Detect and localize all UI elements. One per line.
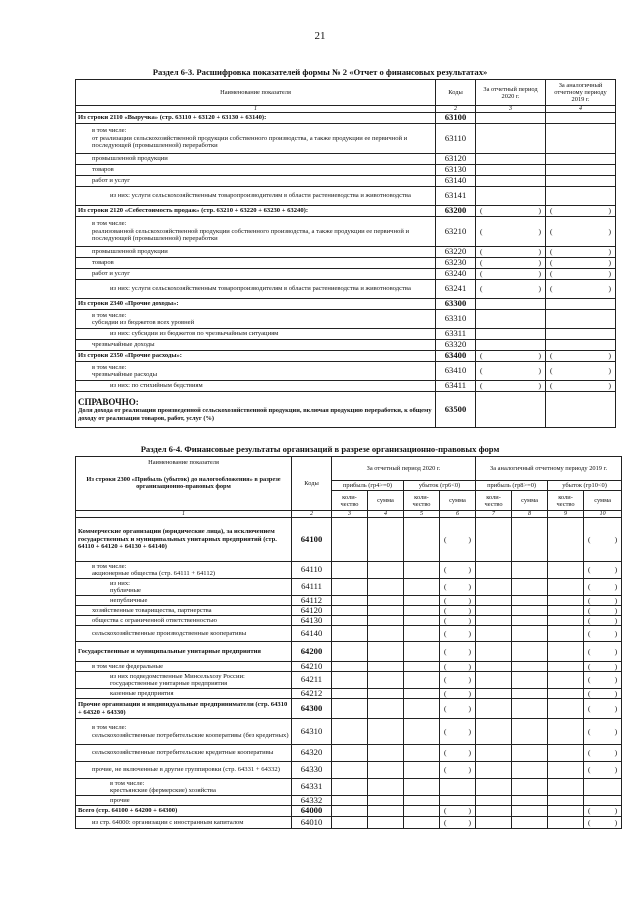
close-paren: ) (538, 351, 541, 361)
table-row (76, 606, 622, 616)
header-current: За отчетный период 2020 г. (476, 80, 546, 106)
table-row (76, 340, 616, 351)
header-qty: коли-чество (404, 491, 440, 511)
row-name: Из строки 2110 «Выручка» (стр. 63110 + 63120 + 63130 + 63140): (76, 113, 436, 124)
row-code: 63210 (436, 217, 476, 247)
table-row (76, 176, 616, 187)
open-paren: ( (444, 675, 447, 685)
table-row (76, 817, 622, 829)
spravochno-text: Доля дохода от реализации произведенной сельскохозяйственной продукции, включая продукцию переработки, к общему доходу от реализации товаров, работ, услуг (%) (78, 406, 432, 422)
table-row (76, 642, 622, 662)
row-code: 63130 (436, 165, 476, 176)
close-paren: ) (614, 675, 618, 685)
row-name: в том числе: акционерные общества (стр. 64111 + 64112) (76, 562, 292, 579)
section-6-3-title: Раздел 6-3. Расшифровка показателей формы № 2 «Отчет о финансовых результатах» (152, 67, 488, 77)
table-row (76, 258, 616, 269)
index-cell: 3 (332, 511, 368, 518)
close-paren: ) (608, 258, 611, 268)
open-paren: ( (588, 675, 591, 685)
index-cell: 6 (440, 511, 476, 518)
open-paren: ( (588, 615, 591, 625)
open-paren: ( (444, 595, 447, 605)
open-paren: ( (480, 247, 483, 257)
row-code: 63240 (436, 269, 476, 280)
table-row (76, 206, 616, 217)
row-name: чрезвычайные доходы (76, 340, 436, 351)
open-paren: ( (444, 806, 447, 816)
open-paren: ( (588, 817, 591, 827)
row-code: 64010 (292, 817, 332, 829)
close-paren: ) (614, 534, 618, 544)
table-row (76, 762, 622, 779)
row-name: прочие (76, 796, 292, 806)
table-row (76, 154, 616, 165)
open-paren: ( (550, 206, 553, 216)
open-paren: ( (588, 534, 591, 544)
table-row (76, 779, 622, 796)
index-cell: 4 (546, 106, 616, 113)
row-code: 64300 (292, 699, 332, 719)
row-name: промышленной продукции (76, 154, 436, 165)
row-code: 63230 (436, 258, 476, 269)
table-row (76, 796, 622, 806)
header-qty: коли-чество (548, 491, 584, 511)
row-code: 64112 (292, 596, 332, 606)
open-paren: ( (588, 595, 591, 605)
row-name: в том числе: субсидии из бюджетов всех уровней (76, 310, 436, 329)
open-paren: ( (588, 628, 591, 638)
row-name: из них: услуги сельскохозяйственным товаропроизводителям в области растениеводства и животноводства (76, 280, 436, 299)
close-paren: ) (608, 247, 611, 257)
row-code: 63100 (436, 113, 476, 124)
close-paren: ) (468, 688, 472, 698)
row-code: 63120 (436, 154, 476, 165)
spravochno-row (76, 392, 616, 428)
open-paren: ( (550, 284, 553, 294)
close-paren: ) (614, 726, 618, 736)
open-paren: ( (480, 284, 483, 294)
table-row (76, 247, 616, 258)
close-paren: ) (468, 605, 472, 615)
row-name: в том числе: чрезвычайные расходы (76, 362, 436, 381)
index-cell: 3 (476, 106, 546, 113)
row-code: 63310 (436, 310, 476, 329)
header-loss-prior: убыток (гр10<0) (548, 481, 622, 491)
close-paren: ) (614, 595, 618, 605)
close-paren: ) (468, 534, 472, 544)
open-paren: ( (588, 565, 591, 575)
table-row (76, 689, 622, 699)
row-code: 64100 (292, 518, 332, 562)
table-row (76, 124, 616, 154)
row-name: Прочие организации и индивидуальные предприниматели (стр. 64310 + 64320 + 64330) (76, 699, 292, 719)
row-code: 64200 (292, 642, 332, 662)
header-name: Наименование показателя (148, 459, 219, 466)
header-codes: Коды (436, 80, 476, 106)
open-paren: ( (550, 351, 553, 361)
close-paren: ) (614, 615, 618, 625)
row-code: 63320 (436, 340, 476, 351)
table-row (76, 299, 616, 310)
close-paren: ) (468, 703, 472, 713)
open-paren: ( (444, 661, 447, 671)
table-row (76, 626, 622, 642)
header-prior: За аналогичный отчетному периоду 2019 г. (546, 80, 616, 106)
table-row (76, 579, 622, 596)
open-paren: ( (444, 703, 447, 713)
close-paren: ) (614, 628, 618, 638)
header-name-sub: Из строки 2300 «Прибыль (убыток) до налогообложения» в разрезе организационно-правовых форм (86, 476, 281, 490)
open-paren: ( (480, 206, 483, 216)
index-cell: 8 (512, 511, 548, 518)
open-paren: ( (588, 582, 591, 592)
index-cell: 7 (476, 511, 512, 518)
row-name: в том числе: крестьянские (фермерские) хозяйства (76, 779, 292, 796)
table-row (76, 329, 616, 340)
row-name: хозяйственные товарищества, партнерства (76, 606, 292, 616)
row-code: 64120 (292, 606, 332, 616)
row-name: из них: публичные (76, 579, 292, 596)
row-code: 64140 (292, 626, 332, 642)
close-paren: ) (468, 595, 472, 605)
row-code: 64331 (292, 779, 332, 796)
open-paren: ( (444, 765, 447, 775)
row-name: из стр. 64000: организации с иностранным капиталом (76, 817, 292, 829)
row-name: Из строки 2120 «Себестоимость продаж» (стр. 63210 + 63220 + 63230 + 63240): (76, 206, 436, 217)
open-paren: ( (444, 748, 447, 758)
row-name: Из строки 2350 «Прочие расходы»: (76, 351, 436, 362)
open-paren: ( (480, 269, 483, 279)
index-cell: 2 (436, 106, 476, 113)
page-number: 21 (314, 30, 326, 42)
open-paren: ( (480, 226, 483, 236)
close-paren: ) (468, 817, 472, 827)
table-row (76, 351, 616, 362)
row-code: 63220 (436, 247, 476, 258)
close-paren: ) (468, 748, 472, 758)
row-name: из них: по стихийным бедствиям (76, 381, 436, 392)
table-row (76, 310, 616, 329)
row-name: Всего (стр. 64100 + 64200 + 64300) (76, 806, 292, 817)
row-code: 64332 (292, 796, 332, 806)
row-code: 63311 (436, 329, 476, 340)
open-paren: ( (444, 646, 447, 656)
table-row (76, 562, 622, 579)
table-row (76, 280, 616, 299)
index-cell: 4 (368, 511, 404, 518)
row-name: в том числе: реализованной сельскохозяйственной продукции собственного производства, а также продукции ее первичной и последующей (промышленной) переработки (76, 217, 436, 247)
row-code: 64310 (292, 719, 332, 745)
open-paren: ( (550, 366, 553, 376)
open-paren: ( (444, 615, 447, 625)
close-paren: ) (608, 381, 611, 391)
open-paren: ( (444, 565, 447, 575)
table-row (76, 596, 622, 606)
row-name: общества с ограниченной ответственностью (76, 616, 292, 626)
open-paren: ( (588, 765, 591, 775)
close-paren: ) (538, 247, 541, 257)
close-paren: ) (608, 206, 611, 216)
header-sum: сумма (368, 491, 404, 511)
section-6-4-table (75, 456, 622, 829)
row-name: сельскохозяйственные производственные кооперативы (76, 626, 292, 642)
row-name: промышленной продукции (76, 247, 436, 258)
header-qty: коли-чество (476, 491, 512, 511)
open-paren: ( (550, 381, 553, 391)
row-name: из них подведомственные Минсельхозу России: государственные унитарные предприятия (76, 672, 292, 689)
row-name: в том числе федеральные (76, 662, 292, 672)
open-paren: ( (588, 605, 591, 615)
row-name: из них: субсидии из бюджетов по чрезвычайным ситуациям (76, 329, 436, 340)
row-name: Коммерческие организации (юридические лица), за исключением государственных и муниципальных унитарных предприятий (стр. 64110 + 64120 + 64130 + 64140) (76, 518, 292, 562)
close-paren: ) (468, 628, 472, 638)
close-paren: ) (538, 381, 541, 391)
open-paren: ( (588, 748, 591, 758)
row-name: в том числе: сельскохозяйственные потребительские кооперативы (без кредитных) (76, 719, 292, 745)
header-sum: сумма (440, 491, 476, 511)
table-row (76, 113, 616, 124)
open-paren: ( (588, 688, 591, 698)
open-paren: ( (588, 661, 591, 671)
close-paren: ) (614, 765, 618, 775)
open-paren: ( (480, 351, 483, 361)
open-paren: ( (444, 726, 447, 736)
header-sum: сумма (584, 491, 622, 511)
close-paren: ) (538, 258, 541, 268)
open-paren: ( (588, 646, 591, 656)
row-name: казенные предприятия (76, 689, 292, 699)
table-row (76, 699, 622, 719)
row-code: 64110 (292, 562, 332, 579)
close-paren: ) (614, 565, 618, 575)
index-cell: 2 (292, 511, 332, 518)
row-code: 63400 (436, 351, 476, 362)
close-paren: ) (614, 582, 618, 592)
close-paren: ) (608, 366, 611, 376)
close-paren: ) (468, 765, 472, 775)
table-row (76, 662, 622, 672)
row-name: товаров (76, 258, 436, 269)
open-paren: ( (588, 703, 591, 713)
close-paren: ) (614, 688, 618, 698)
close-paren: ) (468, 806, 472, 816)
table-row (76, 672, 622, 689)
row-name: прочие, не включенные в другие группировки (стр. 64331 + 64332) (76, 762, 292, 779)
open-paren: ( (550, 226, 553, 236)
header-sum: сумма (512, 491, 548, 511)
close-paren: ) (468, 565, 472, 575)
open-paren: ( (550, 247, 553, 257)
open-paren: ( (444, 817, 447, 827)
close-paren: ) (614, 661, 618, 671)
open-paren: ( (444, 688, 447, 698)
close-paren: ) (538, 366, 541, 376)
open-paren: ( (444, 605, 447, 615)
row-code: 63141 (436, 187, 476, 206)
table-row (76, 269, 616, 280)
row-code: 64212 (292, 689, 332, 699)
open-paren: ( (480, 258, 483, 268)
close-paren: ) (538, 226, 541, 236)
open-paren: ( (588, 806, 591, 816)
row-name: работ и услуг (76, 269, 436, 280)
row-name: из них: услуги сельскохозяйственным товаропроизводителям в области растениеводства и животноводства (76, 187, 436, 206)
row-code: 63300 (436, 299, 476, 310)
section-6-4-title: Раздел 6-4. Финансовые результаты организаций в разрезе организационно-правовых форм (140, 444, 500, 454)
close-paren: ) (608, 226, 611, 236)
row-code: 63410 (436, 362, 476, 381)
row-code: 63411 (436, 381, 476, 392)
open-paren: ( (550, 269, 553, 279)
index-cell: 1 (76, 106, 436, 113)
close-paren: ) (608, 269, 611, 279)
close-paren: ) (608, 284, 611, 294)
row-code: 63500 (436, 392, 476, 428)
close-paren: ) (468, 615, 472, 625)
open-paren: ( (444, 582, 447, 592)
close-paren: ) (614, 748, 618, 758)
index-cell: 9 (548, 511, 584, 518)
row-code: 64000 (292, 806, 332, 817)
row-code: 63110 (436, 124, 476, 154)
header-current: За отчетный период 2020 г. (332, 457, 476, 481)
header-codes: Коды (292, 457, 332, 511)
open-paren: ( (588, 726, 591, 736)
row-name: сельскохозяйственные потребительские кредитные кооперативы (76, 745, 292, 762)
close-paren: ) (468, 675, 472, 685)
row-name: Государственные и муниципальные унитарные предприятия (76, 642, 292, 662)
open-paren: ( (444, 628, 447, 638)
row-code: 63241 (436, 280, 476, 299)
close-paren: ) (614, 817, 618, 827)
close-paren: ) (614, 605, 618, 615)
open-paren: ( (480, 381, 483, 391)
section-6-3-table (75, 79, 616, 428)
row-code: 64111 (292, 579, 332, 596)
table-row (76, 381, 616, 392)
close-paren: ) (468, 726, 472, 736)
table-row (76, 806, 622, 817)
header-profit-current: прибыль (гр4>=0) (332, 481, 404, 491)
header-prior: За аналогичный отчетному периоду 2019 г. (476, 457, 622, 481)
header-name: Наименование показателя (76, 80, 436, 106)
header-qty: коли-чество (332, 491, 368, 511)
close-paren: ) (614, 806, 618, 816)
index-cell: 5 (404, 511, 440, 518)
table-row (76, 165, 616, 176)
close-paren: ) (614, 646, 618, 656)
row-name: товаров (76, 165, 436, 176)
row-name: Из строки 2340 «Прочие доходы»: (76, 299, 436, 310)
close-paren: ) (468, 646, 472, 656)
row-code: 64320 (292, 745, 332, 762)
close-paren: ) (608, 351, 611, 361)
close-paren: ) (468, 582, 472, 592)
row-name: непубличные (76, 596, 292, 606)
spravochno-label: СПРАВОЧНО: (78, 396, 139, 407)
close-paren: ) (538, 269, 541, 279)
row-code: 64211 (292, 672, 332, 689)
table-row (76, 719, 622, 745)
row-code: 64210 (292, 662, 332, 672)
table-row (76, 745, 622, 762)
close-paren: ) (614, 703, 618, 713)
table-row (76, 187, 616, 206)
table-row (76, 362, 616, 381)
index-cell: 1 (76, 511, 292, 518)
open-paren: ( (480, 366, 483, 376)
row-code: 64330 (292, 762, 332, 779)
open-paren: ( (550, 258, 553, 268)
header-loss-current: убыток (гр6<0) (404, 481, 476, 491)
row-code: 63140 (436, 176, 476, 187)
table-row (76, 518, 622, 562)
row-name: работ и услуг (76, 176, 436, 187)
table-row (76, 217, 616, 247)
table-row (76, 616, 622, 626)
header-profit-prior: прибыль (гр8>=0) (476, 481, 548, 491)
close-paren: ) (538, 206, 541, 216)
index-cell: 10 (584, 511, 622, 518)
open-paren: ( (444, 534, 447, 544)
row-code: 63200 (436, 206, 476, 217)
row-name: в том числе: от реализации сельскохозяйственной продукции собственного производства, а также продукции ее первичной и последующей (промышленной) переработки (76, 124, 436, 154)
row-code: 64130 (292, 616, 332, 626)
close-paren: ) (538, 284, 541, 294)
close-paren: ) (468, 661, 472, 671)
